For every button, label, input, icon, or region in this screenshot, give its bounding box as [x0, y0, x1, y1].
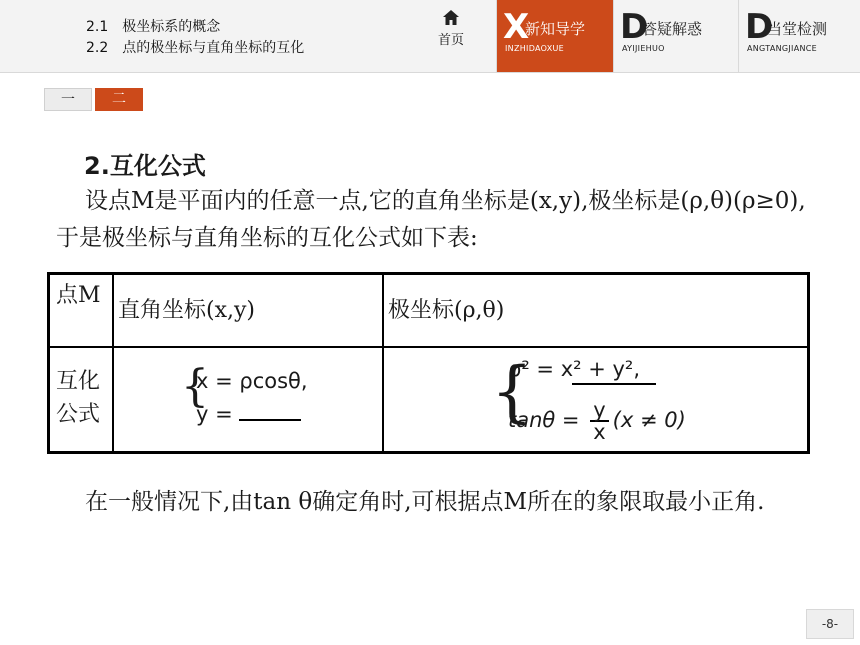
rect-formula-y	[196, 399, 301, 428]
nav-letter: D	[620, 7, 649, 47]
lesson-titles	[86, 17, 304, 59]
tan-prefix: tanθ =	[508, 408, 587, 432]
nav-pinyin: ANGTANGJIANCE	[747, 44, 818, 53]
row-label-formula: 互化公式	[56, 369, 101, 427]
polar-formula-tan	[508, 391, 686, 449]
page-number: -8-	[806, 609, 854, 639]
nav-pinyin: INZHIDAOXUE	[505, 44, 565, 53]
rect-formula-x: x = ρcosθ,	[196, 369, 308, 393]
nav-label: 当堂检测	[767, 20, 828, 38]
nav-pinyin: AYIJIEHUO	[622, 44, 665, 53]
left-brace: {	[491, 353, 533, 430]
tab-section-1[interactable]: 一	[44, 88, 92, 111]
note-paragraph: 在一般情况下,由tan θ确定角时,可根据点M所在的象限取最小正角.	[85, 489, 765, 515]
intro-paragraph: 设点M是平面内的任意一点,它的直角坐标是(x,y),极坐标是(ρ,θ)(ρ≥0),于是极坐标与直角坐标的互化公式如下表:	[56, 188, 806, 251]
lesson-title-2: 2.2 点的极坐标与直角坐标的互化	[86, 40, 305, 56]
header-cell-rect: 直角坐标(x,y)	[118, 298, 255, 323]
header-cell-polar: 极坐标(ρ,θ)	[388, 298, 505, 323]
tab-section-2[interactable]: 二	[95, 88, 143, 111]
table-divider	[112, 275, 114, 451]
home-label: 首页	[437, 33, 464, 48]
table-divider	[50, 346, 807, 348]
nav-letter: D	[745, 7, 774, 47]
header-bar	[0, 0, 860, 73]
tan-condition: (x ≠ 0)	[612, 408, 686, 432]
nav-dangtangjiance[interactable]	[738, 0, 860, 72]
nav-label: 新知导学	[525, 20, 586, 38]
conversion-table	[47, 272, 810, 454]
left-brace: {	[181, 361, 209, 412]
polar-formula-rho: ρ² = x² + y²,	[508, 357, 641, 381]
header-cell-point: 点M	[56, 283, 101, 308]
fraction	[590, 400, 608, 442]
nav-label: 答疑解惑	[642, 20, 703, 38]
home-icon	[443, 10, 459, 25]
home-button[interactable]	[425, 6, 477, 66]
fill-in-blank[interactable]	[239, 399, 301, 421]
table-divider	[382, 275, 384, 451]
fraction-numerator: y	[590, 400, 608, 422]
fraction-denominator: x	[593, 420, 606, 444]
section-heading: 2.互化公式	[84, 152, 206, 180]
nav-dayijiehuo[interactable]	[613, 0, 738, 72]
nav-letter: X	[503, 7, 530, 47]
nav-xinzhidaoxue[interactable]	[496, 0, 613, 72]
underline-mark	[572, 383, 656, 385]
rect-formula-y-prefix: y =	[196, 402, 240, 426]
lesson-title-1: 2.1 极坐标系的概念	[86, 19, 221, 35]
